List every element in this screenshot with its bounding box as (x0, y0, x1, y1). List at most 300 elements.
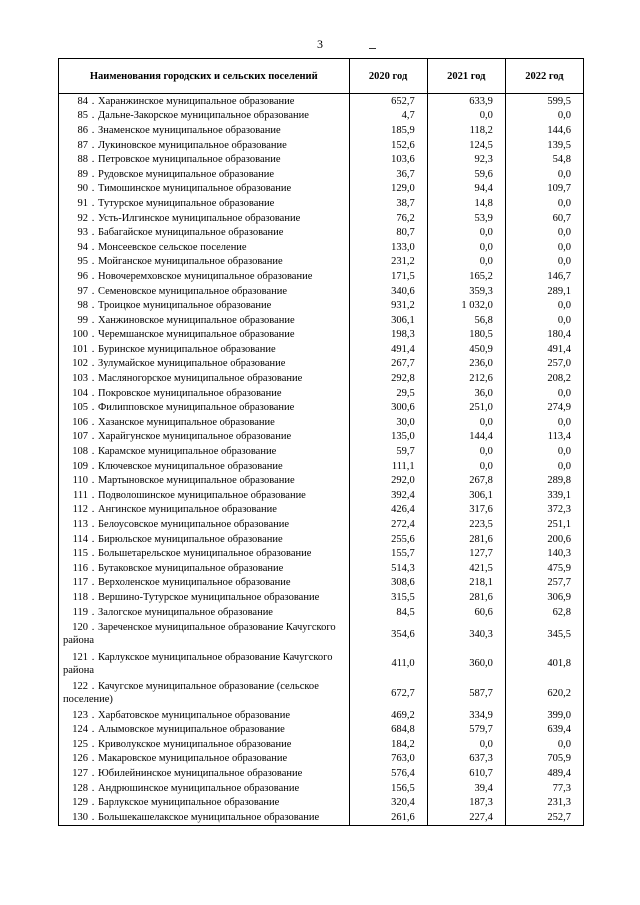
table-row (59, 211, 584, 226)
table-row (59, 473, 584, 488)
value-2021: 281,6 (427, 590, 505, 605)
settlement-name: Буринское муниципальное образование (98, 343, 276, 355)
value-2020: 156,5 (349, 781, 427, 796)
row-dot: . (91, 533, 95, 545)
value-2021: 1 032,0 (427, 298, 505, 313)
row-number: 93 (77, 227, 88, 239)
value-2022: 0,0 (505, 167, 583, 182)
row-dot: . (91, 168, 95, 180)
row-dot: . (91, 591, 95, 603)
settlement-name: Алымовское муниципальное образование (98, 724, 285, 736)
value-2020: 292,0 (349, 473, 427, 488)
value-2022: 306,9 (505, 590, 583, 605)
value-2021: 0,0 (427, 459, 505, 474)
value-2020: 392,4 (349, 488, 427, 503)
value-2021: 124,5 (427, 138, 505, 153)
settlement-cell (59, 298, 350, 313)
settlement-cell (59, 371, 350, 386)
table-row (59, 444, 584, 459)
settlement-name: Макаровское муниципальное образование (98, 753, 288, 765)
table-row (59, 590, 584, 605)
row-number: 118 (72, 591, 88, 603)
row-dot: . (91, 416, 95, 428)
value-2022: 0,0 (505, 737, 583, 752)
value-2021: 187,3 (427, 795, 505, 810)
settlement-cell (59, 503, 350, 518)
settlement-name: Петровское муниципальное образование (98, 154, 281, 166)
value-2021: 450,9 (427, 342, 505, 357)
table-header-row (59, 59, 584, 94)
value-2020: 38,7 (349, 196, 427, 211)
value-2021: 360,0 (427, 649, 505, 679)
row-number: 94 (77, 241, 88, 253)
value-2020: 763,0 (349, 752, 427, 767)
settlement-cell (59, 488, 350, 503)
value-2022: 0,0 (505, 415, 583, 430)
settlement-name: Зулумайское муниципальное образование (98, 358, 286, 370)
settlement-cell (59, 123, 350, 138)
settlement-name: Юбилейнинское муниципальное образование (98, 768, 303, 780)
value-2020: 30,0 (349, 415, 427, 430)
settlement-cell (59, 211, 350, 226)
value-2020: 426,4 (349, 503, 427, 518)
settlement-name: Подволошинское муниципальное образование (98, 489, 306, 501)
table-row (59, 678, 584, 708)
value-2022: 146,7 (505, 269, 583, 284)
row-dot: . (91, 562, 95, 574)
row-dot: . (91, 446, 95, 458)
settlement-name: Верхоленское муниципальное образование (98, 577, 291, 589)
row-number: 99 (77, 314, 88, 326)
value-2021: 340,3 (427, 619, 505, 649)
value-2020: 103,6 (349, 152, 427, 167)
value-2021: 127,7 (427, 546, 505, 561)
row-number: 120 (72, 622, 88, 634)
table-row (59, 342, 584, 357)
row-dot: . (91, 285, 95, 297)
row-number: 121 (72, 651, 88, 663)
row-number: 110 (72, 475, 88, 487)
value-2020: 292,8 (349, 371, 427, 386)
settlement-name: Мойганское муниципальное образование (98, 256, 283, 268)
row-dot: . (91, 95, 95, 107)
row-number: 103 (72, 373, 88, 385)
settlement-name: Зареченское муниципальное образование Качугского района (63, 622, 336, 647)
value-2021: 251,0 (427, 400, 505, 415)
table-row (59, 298, 584, 313)
row-number: 106 (72, 416, 88, 428)
value-2020: 152,6 (349, 138, 427, 153)
row-number: 119 (72, 606, 88, 618)
value-2020: 111,1 (349, 459, 427, 474)
value-2022: 0,0 (505, 459, 583, 474)
value-2021: 633,9 (427, 94, 505, 109)
settlement-cell (59, 473, 350, 488)
table-row (59, 240, 584, 255)
row-number: 112 (72, 504, 88, 516)
row-number: 113 (72, 519, 88, 531)
page-number: 3 (317, 37, 323, 51)
row-number: 84 (77, 95, 88, 107)
value-2022: 252,7 (505, 810, 583, 825)
settlement-name: Ангинское муниципальное образование (98, 504, 277, 516)
row-number: 128 (72, 782, 88, 794)
value-2021: 0,0 (427, 240, 505, 255)
table-row (59, 152, 584, 167)
value-2022: 345,5 (505, 619, 583, 649)
value-2020: 320,4 (349, 795, 427, 810)
table-row (59, 225, 584, 240)
settlement-name: Харайгунское муниципальное образование (98, 431, 292, 443)
row-number: 108 (72, 446, 88, 458)
table-row (59, 430, 584, 445)
row-number: 111 (73, 489, 88, 501)
header-2020: 2020 год (349, 59, 427, 94)
row-dot: . (91, 227, 95, 239)
value-2022: 599,5 (505, 94, 583, 109)
settlement-name: Вершино-Тутурское муниципальное образование (98, 591, 320, 603)
row-number: 92 (77, 212, 88, 224)
table-row (59, 722, 584, 737)
table-row (59, 167, 584, 182)
value-2020: 684,8 (349, 722, 427, 737)
value-2021: 306,1 (427, 488, 505, 503)
row-dot: . (91, 402, 95, 414)
settlement-name: Лукиновское муниципальное образование (98, 139, 287, 151)
settlement-name: Ключевское муниципальное образование (98, 460, 283, 472)
value-2020: 76,2 (349, 211, 427, 226)
value-2022: 0,0 (505, 225, 583, 240)
row-number: 104 (72, 387, 88, 399)
value-2022: 62,8 (505, 605, 583, 620)
value-2022: 208,2 (505, 371, 583, 386)
settlement-name: Троицкое муниципальное образование (98, 300, 272, 312)
settlement-name: Бирюльское муниципальное образование (98, 533, 283, 545)
value-2022: 0,0 (505, 298, 583, 313)
settlement-cell (59, 619, 350, 649)
settlement-name: Масляногорское муниципальное образование (98, 373, 303, 385)
value-2022: 399,0 (505, 708, 583, 723)
value-2020: 133,0 (349, 240, 427, 255)
row-dot: . (91, 110, 95, 122)
row-number: 125 (72, 738, 88, 750)
settlement-name: Новочеремховское муниципальное образование (98, 270, 313, 282)
settlement-name: Карамское муниципальное образование (98, 446, 277, 458)
row-dot: . (91, 154, 95, 166)
settlement-cell (59, 752, 350, 767)
value-2022: 0,0 (505, 386, 583, 401)
table-row (59, 109, 584, 124)
table-row (59, 400, 584, 415)
row-dot: . (91, 460, 95, 472)
value-2020: 135,0 (349, 430, 427, 445)
settlement-cell (59, 109, 350, 124)
value-2021: 579,7 (427, 722, 505, 737)
value-2020: 155,7 (349, 546, 427, 561)
value-2020: 308,6 (349, 576, 427, 591)
table-row (59, 810, 584, 825)
value-2022: 489,4 (505, 766, 583, 781)
row-number: 130 (72, 811, 88, 823)
row-dot: . (91, 241, 95, 253)
table-row (59, 284, 584, 299)
row-dot: . (91, 504, 95, 516)
settlement-name: Мартыновское муниципальное образование (98, 475, 295, 487)
value-2022: 251,1 (505, 517, 583, 532)
row-dot: . (91, 387, 95, 399)
table-row (59, 196, 584, 211)
value-2022: 144,6 (505, 123, 583, 138)
row-dot: . (91, 373, 95, 385)
row-dot: . (91, 300, 95, 312)
row-dot: . (91, 606, 95, 618)
row-dot: . (91, 753, 95, 765)
table-row (59, 576, 584, 591)
settlement-cell (59, 708, 350, 723)
row-dot: . (91, 519, 95, 531)
table-row (59, 649, 584, 679)
settlement-cell (59, 313, 350, 328)
settlement-cell (59, 444, 350, 459)
settlement-cell (59, 810, 350, 825)
value-2020: 469,2 (349, 708, 427, 723)
table-row (59, 459, 584, 474)
value-2022: 0,0 (505, 255, 583, 270)
settlement-cell (59, 357, 350, 372)
value-2020: 315,5 (349, 590, 427, 605)
row-number: 116 (72, 562, 88, 574)
row-number: 117 (72, 577, 88, 589)
settlement-cell (59, 269, 350, 284)
row-number: 102 (72, 358, 88, 370)
value-2020: 652,7 (349, 94, 427, 109)
settlement-name: Филипповское муниципальное образование (98, 402, 295, 414)
settlement-cell (59, 517, 350, 532)
settlement-cell (59, 722, 350, 737)
value-2022: 0,0 (505, 109, 583, 124)
value-2021: 53,9 (427, 211, 505, 226)
value-2021: 94,4 (427, 182, 505, 197)
row-number: 105 (72, 402, 88, 414)
settlement-name: Тимошинское муниципальное образование (98, 183, 292, 195)
value-2021: 144,4 (427, 430, 505, 445)
value-2021: 92,3 (427, 152, 505, 167)
value-2022: 620,2 (505, 678, 583, 708)
settlement-cell (59, 167, 350, 182)
settlement-cell (59, 781, 350, 796)
value-2021: 0,0 (427, 415, 505, 430)
settlement-cell (59, 546, 350, 561)
row-dot: . (91, 768, 95, 780)
value-2020: 36,7 (349, 167, 427, 182)
settlement-name: Криволукское муниципальное образование (98, 738, 292, 750)
row-number: 89 (77, 168, 88, 180)
row-dot: . (91, 782, 95, 794)
settlement-name: Залогское муниципальное образование (98, 606, 273, 618)
table-row (59, 561, 584, 576)
settlement-name: Рудовское муниципальное образование (98, 168, 275, 180)
value-2020: 231,2 (349, 255, 427, 270)
settlement-cell (59, 678, 350, 708)
table-row (59, 766, 584, 781)
value-2021: 637,3 (427, 752, 505, 767)
settlement-cell (59, 795, 350, 810)
scan-mark (369, 48, 376, 49)
settlement-cell (59, 459, 350, 474)
settlement-name: Большекашелакское муниципальное образование (98, 811, 320, 823)
settlement-cell (59, 94, 350, 109)
row-number: 100 (72, 329, 88, 341)
value-2021: 317,6 (427, 503, 505, 518)
table-row (59, 269, 584, 284)
table-row (59, 138, 584, 153)
value-2021: 281,6 (427, 532, 505, 547)
value-2022: 200,6 (505, 532, 583, 547)
row-dot: . (91, 124, 95, 136)
row-dot: . (91, 724, 95, 736)
row-number: 85 (77, 110, 88, 122)
value-2020: 576,4 (349, 766, 427, 781)
row-number: 87 (77, 139, 88, 151)
value-2020: 255,6 (349, 532, 427, 547)
settlements-table (58, 58, 584, 826)
value-2020: 354,6 (349, 619, 427, 649)
settlement-cell (59, 284, 350, 299)
value-2021: 223,5 (427, 517, 505, 532)
table-row (59, 415, 584, 430)
table-row (59, 619, 584, 649)
settlement-cell (59, 649, 350, 679)
value-2020: 267,7 (349, 357, 427, 372)
table-row (59, 752, 584, 767)
settlement-cell (59, 415, 350, 430)
settlement-cell (59, 576, 350, 591)
value-2022: 339,1 (505, 488, 583, 503)
value-2022: 289,1 (505, 284, 583, 299)
row-dot: . (91, 329, 95, 341)
value-2020: 514,3 (349, 561, 427, 576)
value-2021: 359,3 (427, 284, 505, 299)
settlement-cell (59, 737, 350, 752)
table-row (59, 517, 584, 532)
settlement-name: Тутурское муниципальное образование (98, 197, 275, 209)
settlement-cell (59, 225, 350, 240)
header-2021: 2021 год (427, 59, 505, 94)
value-2022: 0,0 (505, 444, 583, 459)
table-row (59, 255, 584, 270)
settlement-cell (59, 342, 350, 357)
value-2020: 411,0 (349, 649, 427, 679)
table-row (59, 357, 584, 372)
value-2020: 672,7 (349, 678, 427, 708)
value-2022: 0,0 (505, 196, 583, 211)
settlement-name: Покровское муниципальное образование (98, 387, 282, 399)
settlement-name: Большетарельское муниципальное образование (98, 548, 312, 560)
settlement-name: Андрюшинское муниципальное образование (98, 782, 300, 794)
value-2021: 118,2 (427, 123, 505, 138)
value-2022: 705,9 (505, 752, 583, 767)
row-dot: . (91, 681, 95, 693)
value-2021: 59,6 (427, 167, 505, 182)
value-2022: 639,4 (505, 722, 583, 737)
value-2022: 109,7 (505, 182, 583, 197)
row-dot: . (91, 431, 95, 443)
table-row (59, 795, 584, 810)
row-dot: . (91, 139, 95, 151)
value-2022: 77,3 (505, 781, 583, 796)
row-dot: . (91, 343, 95, 355)
value-2021: 56,8 (427, 313, 505, 328)
row-number: 129 (72, 797, 88, 809)
value-2021: 165,2 (427, 269, 505, 284)
row-number: 96 (77, 270, 88, 282)
table-row (59, 532, 584, 547)
settlement-name: Бутаковское муниципальное образование (98, 562, 284, 574)
value-2022: 274,9 (505, 400, 583, 415)
settlement-cell (59, 328, 350, 343)
row-dot: . (91, 197, 95, 209)
row-number: 97 (77, 285, 88, 297)
header-settlement-name: Наименования городских и сельских поселений (59, 59, 350, 94)
value-2021: 14,8 (427, 196, 505, 211)
value-2022: 401,8 (505, 649, 583, 679)
value-2020: 198,3 (349, 328, 427, 343)
row-number: 126 (72, 753, 88, 765)
row-dot: . (91, 738, 95, 750)
row-dot: . (91, 797, 95, 809)
row-dot: . (91, 212, 95, 224)
row-dot: . (91, 475, 95, 487)
settlement-cell (59, 605, 350, 620)
value-2020: 300,6 (349, 400, 427, 415)
settlement-name: Черемшанское муниципальное образование (98, 329, 295, 341)
row-dot: . (91, 270, 95, 282)
value-2022: 60,7 (505, 211, 583, 226)
row-number: 86 (77, 124, 88, 136)
value-2020: 306,1 (349, 313, 427, 328)
row-number: 90 (77, 183, 88, 195)
value-2021: 212,6 (427, 371, 505, 386)
settlement-name: Дальне-Закорское муниципальное образование (98, 110, 309, 122)
row-dot: . (91, 358, 95, 370)
settlement-name: Белоусовское муниципальное образование (98, 519, 289, 531)
value-2021: 236,0 (427, 357, 505, 372)
settlement-name: Усть-Илгинское муниципальное образование (98, 212, 301, 224)
header-2022: 2022 год (505, 59, 583, 94)
row-number: 107 (72, 431, 88, 443)
table-row (59, 488, 584, 503)
row-number: 91 (77, 197, 88, 209)
value-2022: 139,5 (505, 138, 583, 153)
value-2021: 334,9 (427, 708, 505, 723)
value-2021: 0,0 (427, 737, 505, 752)
settlement-name: Бабагайское муниципальное образование (98, 227, 284, 239)
value-2022: 231,3 (505, 795, 583, 810)
table-row (59, 123, 584, 138)
value-2020: 84,5 (349, 605, 427, 620)
table-row (59, 546, 584, 561)
value-2020: 129,0 (349, 182, 427, 197)
row-dot: . (91, 622, 95, 634)
value-2020: 340,6 (349, 284, 427, 299)
value-2022: 372,3 (505, 503, 583, 518)
settlement-cell (59, 196, 350, 211)
settlement-name: Харбатовское муниципальное образование (98, 709, 290, 721)
table-row (59, 737, 584, 752)
settlement-name: Карлукское муниципальное образование Качугского района (63, 651, 333, 676)
row-dot: . (91, 314, 95, 326)
value-2021: 0,0 (427, 255, 505, 270)
